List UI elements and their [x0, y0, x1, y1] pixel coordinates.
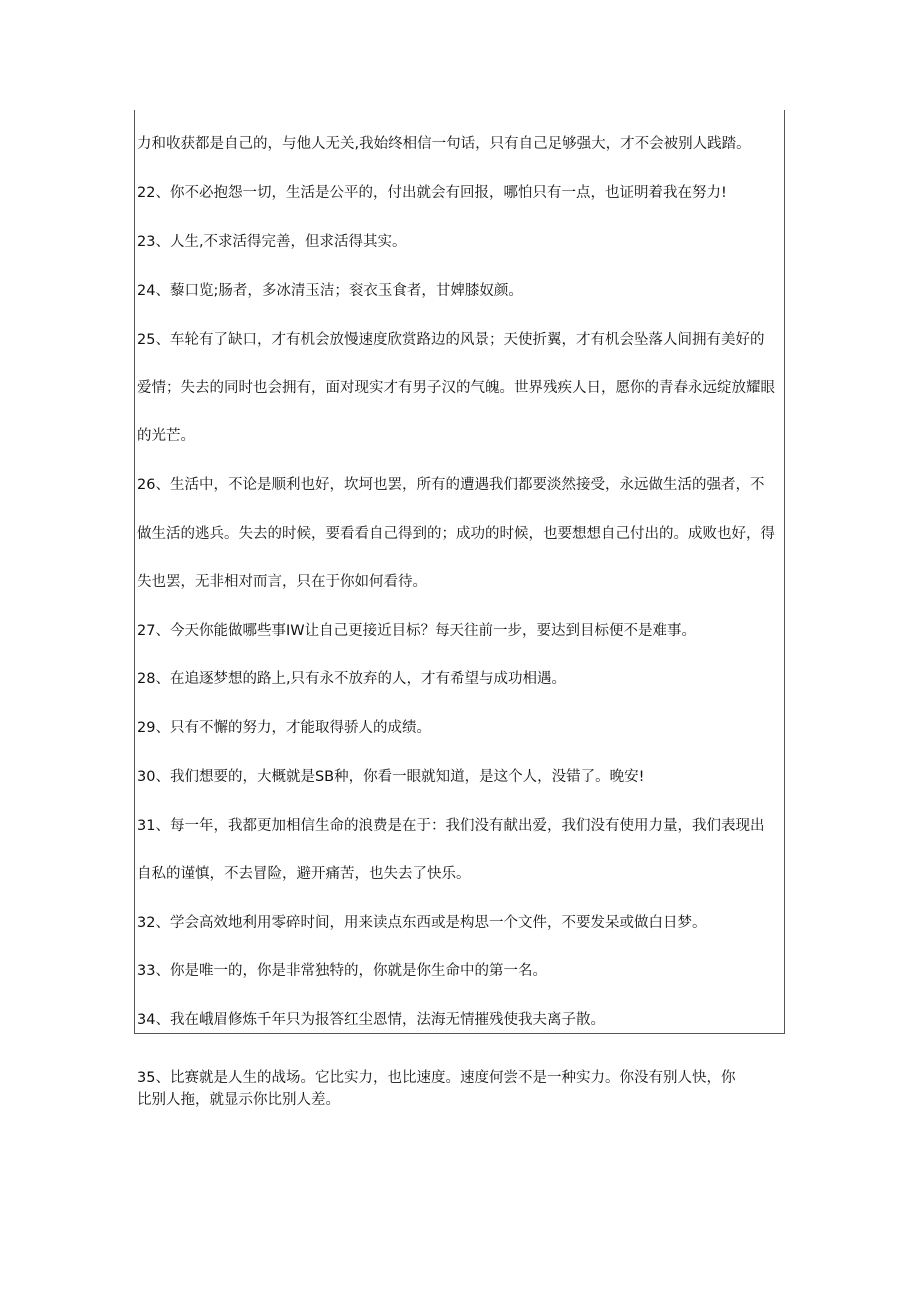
text-line: 34、我在峨眉修炼千年只为报答红尘恩情，法海无情摧残使我夫离子散。 [137, 1012, 605, 1028]
text-line: 24、藜口览;肠者，多冰清玉洁；衮衣玉食者，甘婢膝奴颜。 [137, 283, 523, 299]
text-line: 32、学会高效地利用零碎时间，用来读点东西或是构思一个文件，不要发呆或做白日梦。 [137, 915, 707, 931]
text-line: 25、车轮有了缺口，才有机会放慢速度欣赏路边的风景；天使折翼，才有机会坠落人间拥有美好的 [137, 332, 765, 348]
text-line: 33、你是唯一的，你是非常独特的，你就是你生命中的第一名。 [137, 963, 547, 979]
text-line: 22、你不必抱怨一切，生活是公平的，付出就会有回报，哪怕只有一点，也证明着我在努力! [137, 185, 727, 201]
text-line: 31、每一年，我都更加相信生命的浪费是在于：我们没有献出爱，我们没有使用力量，我们表现出 [137, 818, 765, 834]
text-line: 30、我们想要的，大概就是SB种，你看一眼就知道，是这个人，没错了。晚安! [137, 769, 645, 785]
text-line: 自私的谨慎，不去冒险，避开痛苦，也失去了快乐。 [137, 866, 471, 882]
text-line: 27、今天你能做哪些事IW让自己更接近目标？每天往前一步，要达到目标便不是难事。 [137, 623, 697, 639]
text-line: 爱情；失去的同时也会拥有，面对现实才有男子汉的气魄。世界残疾人日，愿你的青春永远绽放耀眼 [137, 380, 775, 396]
text-line: 28、在追逐梦想的路上,只有永不放弃的人，才有希望与成功相遇。 [137, 671, 567, 687]
text-line: 失也罢，无非相对而言，只在于你如何看待。 [137, 574, 427, 590]
text-line: 力和收获都是自己的，与他人无关,我始终相信一句话，只有自己足够强大，才不会被别人践踏。 [137, 136, 751, 152]
text-line: 的光芒。 [137, 428, 195, 444]
text-line: 29、只有不懈的努力，才能取得骄人的成绩。 [137, 720, 431, 736]
text-line: 23、人生,不求活得完善，但求活得其实。 [137, 234, 407, 250]
text-line: 26、生活中，不论是顺利也好，坎坷也罢，所有的遭遇我们都要淡然接受，永远做生活的强者，不 [137, 477, 765, 493]
text-line: 35、比赛就是人生的战场。它比实力，也比速度。速度何尝不是一种实力。你没有别人快，你 [137, 1070, 736, 1086]
text-line: 做生活的逃兵。失去的时候，要看看自己得到的；成功的时候，也要想想自己付出的。成败也好，得 [137, 526, 775, 542]
text-line: 比别人拖，就显示你比别人差。 [137, 1092, 340, 1108]
